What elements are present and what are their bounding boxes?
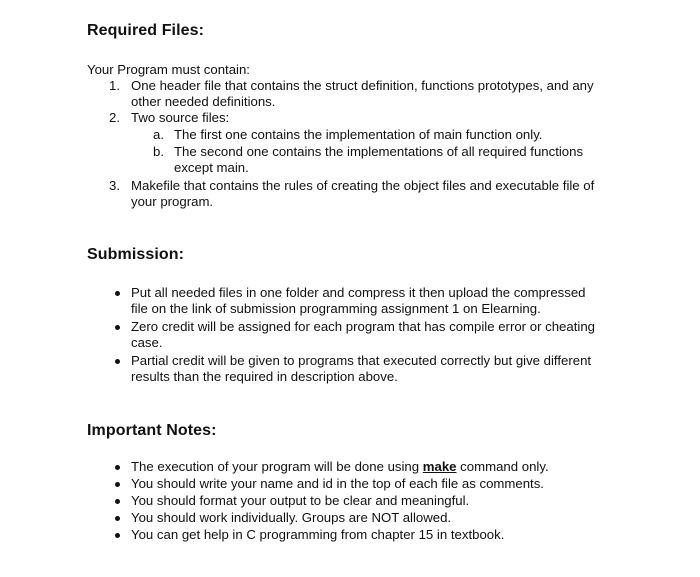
required-files-intro: Your Program must contain: — [87, 62, 250, 77]
note-item-2: You should write your name and id in the top of each file as comments. — [131, 476, 544, 491]
bullet-icon — [115, 291, 120, 296]
sublist-marker-a: a. — [153, 127, 164, 142]
bullet-icon — [115, 465, 120, 470]
note-item-5: You can get help in C programming from chapter 15 in textbook. — [131, 527, 505, 542]
required-subitem-a-line-1: The first one contains the implementation of main function only. — [174, 127, 543, 142]
sublist-marker-b: b. — [153, 144, 164, 159]
bullet-icon — [115, 516, 120, 521]
required-subitem-b-line-2: except main. — [174, 160, 249, 175]
required-item-2-line-1: Two source files: — [131, 110, 230, 125]
submission-item-2-line-1: Zero credit will be assigned for each program that has compile error or cheating — [131, 319, 595, 334]
submission-item-3-line-1: Partial credit will be given to programs that executed correctly but give different — [131, 353, 592, 368]
required-files-heading: Required Files: — [87, 22, 205, 39]
required-item-1-line-2: other needed definitions. — [131, 94, 276, 109]
bullet-icon — [115, 359, 120, 364]
bullet-icon — [115, 533, 120, 538]
submission-item-3-line-2: results than the required in description above. — [131, 369, 398, 384]
bullet-icon — [115, 482, 120, 487]
submission-item-1-line-2: file on the link of submission programming assignment 1 on Elearning. — [131, 301, 541, 316]
list-marker-3: 3. — [109, 178, 120, 193]
submission-heading: Submission: — [87, 246, 185, 263]
required-item-1-line-1: One header file that contains the struct definition, functions prototypes, and any — [131, 78, 594, 93]
required-item-3-line-2: your program. — [131, 194, 214, 209]
submission-item-1-line-1: Put all needed files in one folder and compress it then upload the compressed — [131, 285, 586, 300]
make-keyword: make — [422, 459, 457, 474]
required-subitem-b-line-1: The second one contains the implementations of all required functions — [174, 144, 584, 159]
required-item-3-line-1: Makefile that contains the rules of creating the object files and executable file of — [131, 178, 595, 193]
list-marker-1: 1. — [109, 78, 120, 93]
bullet-icon — [115, 499, 120, 504]
note-item-1-before: The execution of your program will be done using — [131, 459, 423, 474]
list-marker-2: 2. — [109, 110, 120, 125]
note-item-1 — [131, 459, 549, 475]
note-item-3: You should format your output to be clear and meaningful. — [131, 493, 470, 508]
note-item-4: You should work individually. Groups are NOT allowed. — [131, 510, 452, 525]
important-notes-heading: Important Notes: — [87, 422, 217, 439]
note-item-1-after: command only. — [456, 459, 549, 474]
bullet-icon — [115, 325, 120, 330]
submission-item-2-line-2: case. — [131, 335, 163, 350]
